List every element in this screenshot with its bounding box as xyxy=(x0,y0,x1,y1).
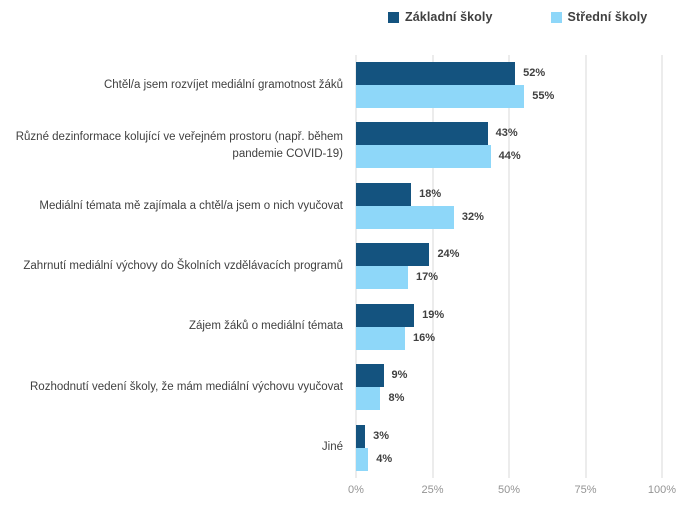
data-label: 24% xyxy=(437,248,460,261)
category-label: Zájem žáků o mediální témata xyxy=(188,320,343,333)
data-label: 32% xyxy=(461,210,484,223)
data-label: 18% xyxy=(419,187,442,200)
legend-swatch-stredni-skoly xyxy=(551,12,562,23)
x-tick-label: 100% xyxy=(647,484,677,496)
chart-row xyxy=(0,297,662,357)
data-label: 8% xyxy=(388,392,405,405)
bar-group xyxy=(356,297,662,357)
bar-zakladni-skoly xyxy=(356,364,384,387)
data-label: 17% xyxy=(416,271,439,284)
data-label: 3% xyxy=(373,429,390,442)
bar-stredni-skoly xyxy=(356,387,380,410)
bar-stredni-skoly xyxy=(356,206,454,229)
bar-group xyxy=(356,115,662,175)
category-label: Rozhodnutí vedení školy, že mám mediální výchovu vyučovat xyxy=(30,380,343,393)
bar-zakladni-skoly xyxy=(356,183,411,206)
data-label: 9% xyxy=(391,369,408,382)
bar-group xyxy=(356,357,662,417)
data-label: 19% xyxy=(422,308,445,321)
bar-zakladni-skoly xyxy=(356,304,414,327)
data-label: 4% xyxy=(376,452,393,465)
bar-zakladni-skoly xyxy=(356,122,488,145)
legend-item-stredni-skoly xyxy=(551,10,648,24)
x-tick-label: 25% xyxy=(421,484,444,496)
bar-group xyxy=(356,55,662,115)
data-label: 55% xyxy=(532,90,555,102)
chart-row xyxy=(0,236,662,296)
bar-group xyxy=(356,236,662,296)
legend-label-zakladni-skoly: Základní školy xyxy=(405,10,493,24)
plot-rows xyxy=(0,55,662,478)
data-label: 16% xyxy=(412,331,435,344)
legend xyxy=(388,10,647,24)
bar-stredni-skoly xyxy=(356,448,368,471)
bar-group xyxy=(356,176,662,236)
bar-zakladni-skoly xyxy=(356,243,429,266)
bar-stredni-skoly xyxy=(356,145,491,168)
chart-row xyxy=(0,55,662,115)
category-label: Různé dezinformace kolující ve veřejném prostoru (např. během pandemie COVID-19) xyxy=(15,130,343,160)
bar-group xyxy=(356,418,662,478)
legend-swatch-zakladni-skoly xyxy=(388,12,399,23)
category-label: Zahrnutí mediální výchovy do Školních vzdělávacích programů xyxy=(23,259,343,272)
legend-item-zakladni-skoly xyxy=(388,10,493,24)
chart-row xyxy=(0,115,662,175)
x-tick-label: 50% xyxy=(497,484,521,496)
category-label: Chtěl/a jsem rozvíjet mediální gramotnost žáků xyxy=(103,78,343,91)
category-label: Mediální témata mě zajímala a chtěl/a jsem o nich vyučovat xyxy=(39,199,343,212)
legend-label-stredni-skoly: Střední školy xyxy=(567,10,648,24)
chart-row xyxy=(0,176,662,236)
x-tick-label: 75% xyxy=(574,484,597,496)
data-label: 52% xyxy=(523,67,546,79)
chart-row xyxy=(0,418,662,478)
x-tick-label: 0% xyxy=(348,484,364,496)
bar-stredni-skoly xyxy=(356,85,524,108)
category-label: Jiné xyxy=(321,441,343,454)
data-label: 44% xyxy=(498,150,521,163)
bar-stredni-skoly xyxy=(356,327,405,350)
bar-stredni-skoly xyxy=(356,266,408,289)
chart-row xyxy=(0,357,662,417)
bar-zakladni-skoly xyxy=(356,62,515,85)
x-axis xyxy=(348,484,677,500)
bar-zakladni-skoly xyxy=(356,425,365,448)
data-label: 43% xyxy=(495,127,518,140)
